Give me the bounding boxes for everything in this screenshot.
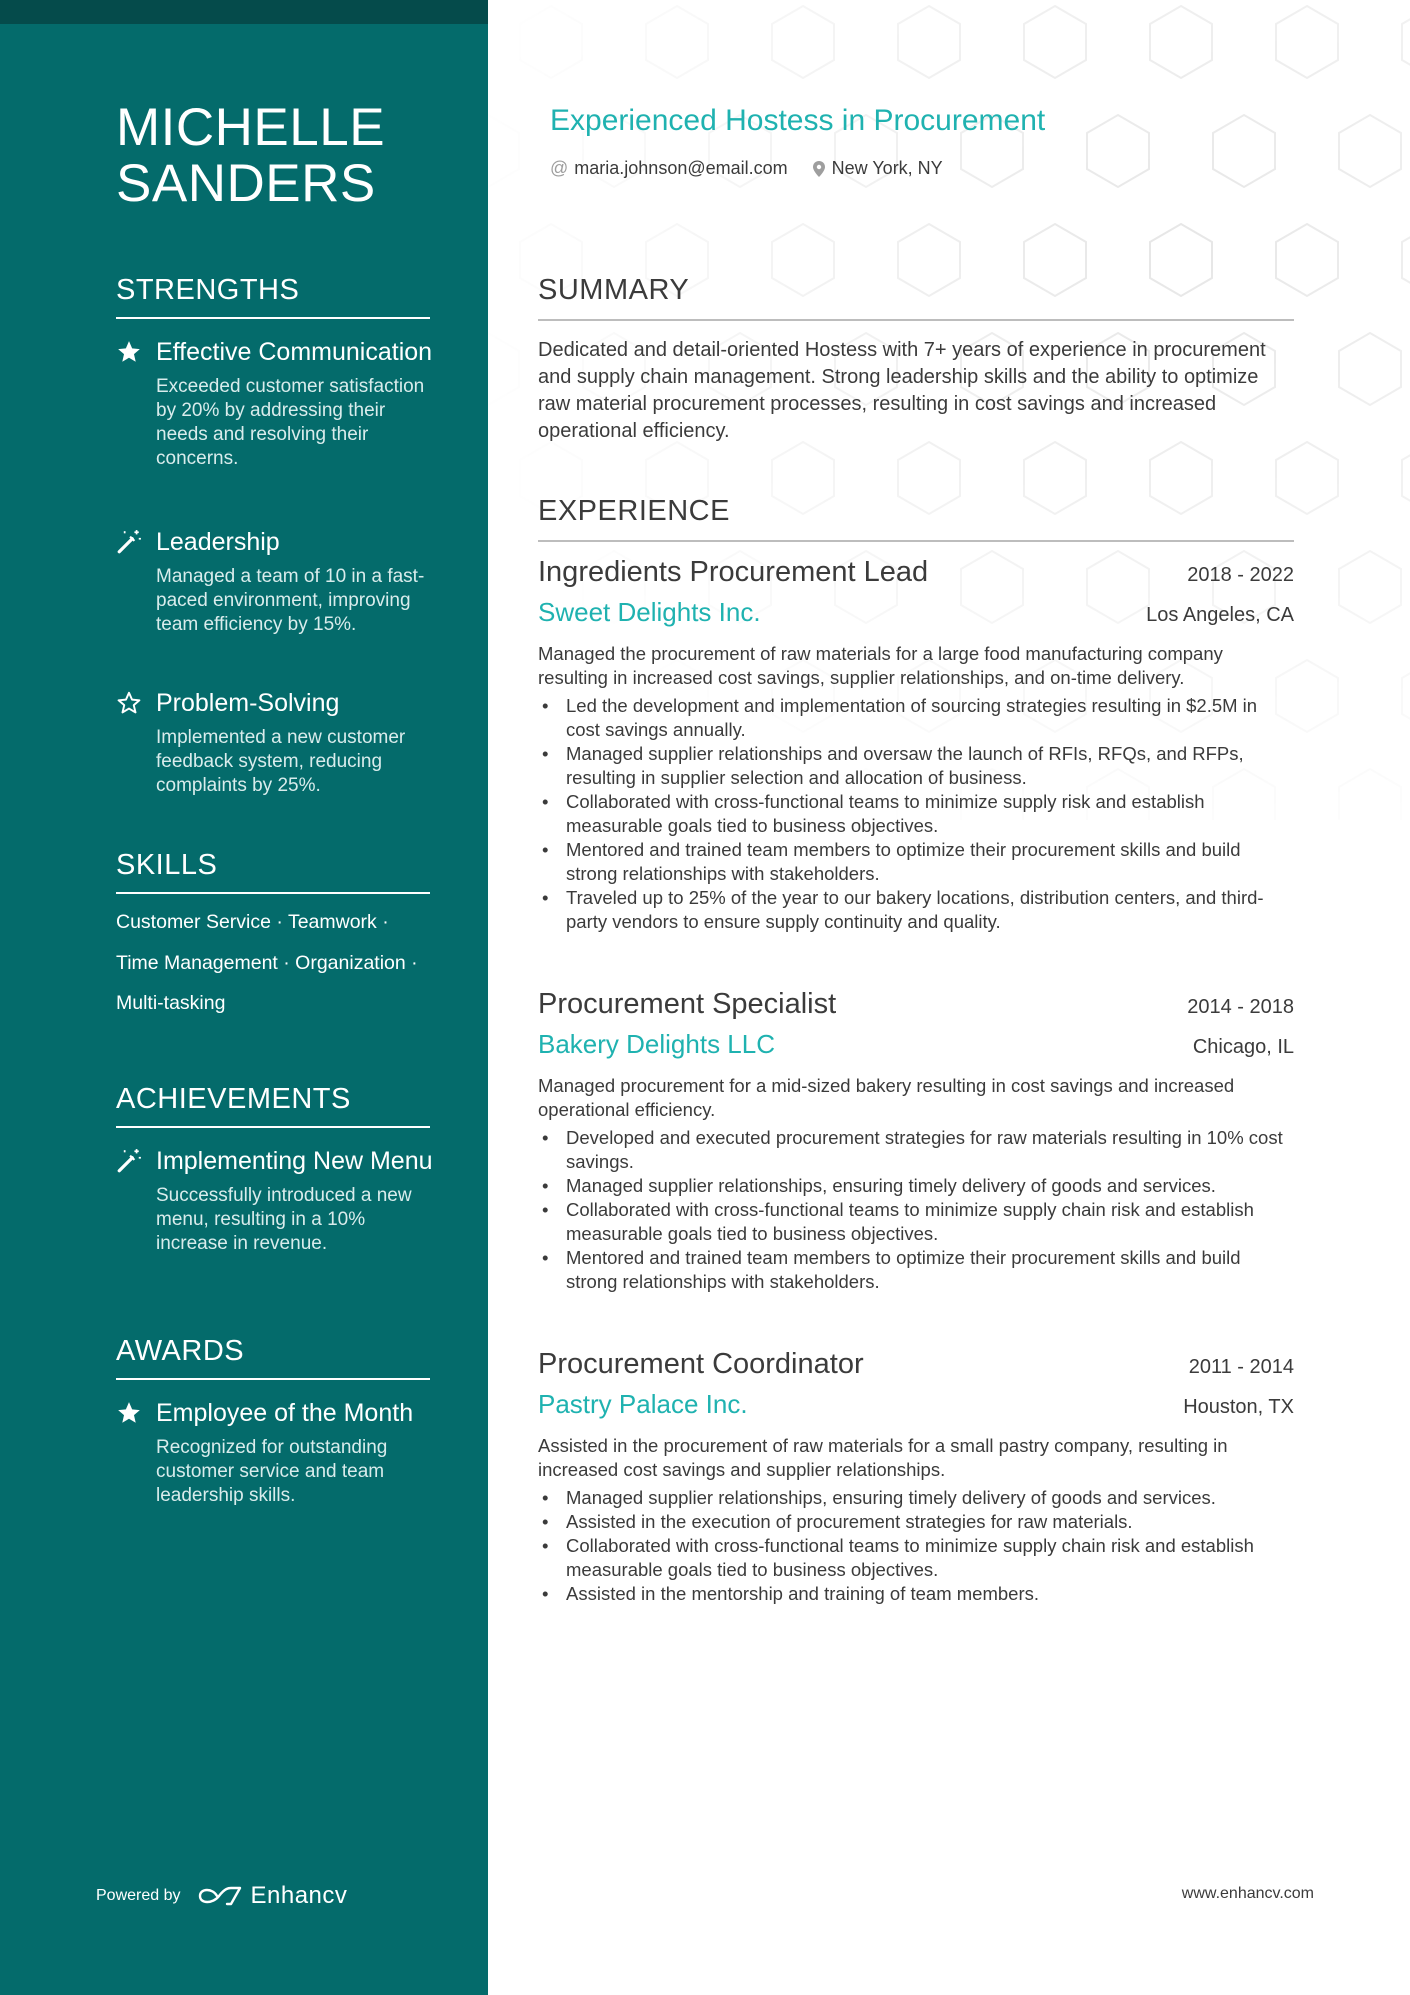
job-bullet: • Collaborated with cross-functional teams to minimize supply chain risk and establish measurable goals tied to business objectives. — [538, 1198, 1294, 1246]
enhancv-logo — [197, 1882, 348, 1910]
experience-item — [538, 1348, 1294, 1606]
summary-heading: SUMMARY — [538, 274, 1294, 321]
magic-wand-icon — [116, 529, 142, 555]
name-last: SANDERS — [116, 154, 376, 213]
job-bullet: • Mentored and trained team members to optimize their procurement skills and build strong relationships with stakeholders. — [538, 838, 1294, 886]
job-bullet: • Mentored and trained team members to optimize their procurement skills and build strong relationships with stakeholders. — [538, 1246, 1294, 1294]
award-item — [116, 1398, 436, 1508]
powered-by-label: Powered by — [96, 1887, 181, 1904]
award-title: Employee of the Month — [156, 1399, 414, 1427]
job-bullet: • Assisted in the mentorship and training of team members. — [538, 1582, 1294, 1606]
job-dates: 2018 - 2022 — [1187, 564, 1294, 586]
job-description: Managed procurement for a mid-sized bakery resulting in cost savings and increased operational efficiency. — [538, 1075, 1235, 1120]
job-company: Bakery Delights LLC — [538, 1029, 775, 1059]
job-location: Los Angeles, CA — [1146, 604, 1294, 626]
skills-line: Customer Service · Teamwork · — [116, 911, 389, 933]
job-company: Sweet Delights Inc. — [538, 597, 761, 627]
skills-line: Time Management · Organization · — [116, 952, 418, 974]
job-description: Managed the procurement of raw materials for a large food manufacturing company resulting in increased cost savings, supplier relationships, and on-time delivery. — [538, 643, 1223, 688]
job-bullet: • Collaborated with cross-functional teams to minimize supply chain risk and establish measurable goals tied to business objectives. — [538, 1534, 1294, 1582]
job-dates: 2014 - 2018 — [1187, 996, 1294, 1018]
experience-heading: EXPERIENCE — [538, 495, 1294, 542]
star-filled-icon — [116, 339, 142, 365]
headline: Experienced Hostess in Procurement — [550, 104, 1046, 137]
contact-info — [550, 158, 943, 179]
strength-item — [116, 527, 436, 637]
job-bullet: • Managed supplier relationships, ensuring timely delivery of goods and services. — [538, 1174, 1294, 1198]
strength-desc: Exceeded customer satisfaction by 20% by addressing their needs and resolving their concerns. — [156, 376, 425, 469]
achievements-heading: ACHIEVEMENTS — [116, 1083, 430, 1128]
skills-line: Multi-tasking — [116, 992, 226, 1014]
enhancv-logo-icon — [197, 1885, 243, 1907]
experience-item — [538, 988, 1294, 1294]
job-company: Pastry Palace Inc. — [538, 1389, 748, 1419]
at-icon: @ — [550, 158, 569, 178]
magic-wand-icon — [116, 1148, 142, 1174]
job-bullet: • Traveled up to 25% of the year to our bakery locations, distribution centers, and third-party vendors to ensure supply continuity and quality. — [538, 886, 1294, 934]
job-title: Procurement Coordinator — [538, 1348, 864, 1380]
job-bullet: • Assisted in the execution of procurement strategies for raw materials. — [538, 1510, 1294, 1534]
job-bullet: • Developed and executed procurement strategies for raw materials resulting in 10% cost savings. — [538, 1126, 1294, 1174]
job-location: Chicago, IL — [1192, 1036, 1294, 1058]
strength-title: Effective Communication — [156, 338, 433, 366]
name-first: MICHELLE — [116, 98, 386, 157]
job-bullets — [538, 694, 1294, 934]
summary-text: Dedicated and detail-oriented Hostess with 7+ years of experience in procurement and supply chain management. Strong leadership skills and the ability to optimize raw material procurement processes, resulting in cost savings and increased operational efficiency. — [538, 339, 1266, 442]
achievement-title: Implementing New Menu — [156, 1147, 433, 1175]
job-bullets — [538, 1486, 1294, 1606]
strength-title: Leadership — [156, 528, 280, 556]
job-title: Ingredients Procurement Lead — [538, 556, 929, 588]
skills-heading: SKILLS — [116, 849, 430, 894]
award-desc: Recognized for outstanding customer service and team leadership skills. — [156, 1437, 388, 1506]
job-bullets — [538, 1126, 1294, 1294]
job-location: Houston, TX — [1183, 1396, 1294, 1418]
job-bullet: • Managed supplier relationships and oversaw the launch of RFIs, RFQs, and RFPs, resulting in supplier selection and allocation of business. — [538, 742, 1294, 790]
location-text: New York, NY — [831, 158, 943, 178]
star-outline-icon — [116, 690, 142, 716]
location-pin-icon — [812, 160, 826, 178]
job-bullet: • Managed supplier relationships, ensuring timely delivery of goods and services. — [538, 1486, 1294, 1510]
job-title: Procurement Specialist — [538, 988, 837, 1020]
strengths-heading: STRENGTHS — [116, 274, 430, 319]
strength-item — [116, 337, 436, 471]
powered-by — [96, 1882, 347, 1910]
sidebar-top-bar — [0, 0, 488, 24]
strength-item — [116, 688, 436, 798]
achievement-item — [116, 1146, 436, 1256]
experience-item — [538, 556, 1294, 934]
job-bullet: • Led the development and implementation of sourcing strategies resulting in $2.5M in cost savings annually. — [538, 694, 1294, 742]
brand-name: Enhancv — [250, 1882, 348, 1909]
email-contact — [550, 158, 788, 179]
strength-desc: Implemented a new customer feedback system, reducing complaints by 25%. — [156, 727, 406, 796]
candidate-name — [116, 100, 456, 212]
sidebar — [0, 0, 488, 1995]
website-link[interactable]: www.enhancv.com — [1181, 1885, 1314, 1902]
awards-heading: AWARDS — [116, 1335, 430, 1380]
strength-title: Problem-Solving — [156, 689, 340, 717]
strength-desc: Managed a team of 10 in a fast-paced environment, improving team efficiency by 15%. — [156, 566, 425, 635]
star-filled-icon — [116, 1400, 142, 1426]
location-contact — [812, 158, 943, 179]
job-bullet: • Collaborated with cross-functional teams to minimize supply risk and establish measurable goals tied to business objectives. — [538, 790, 1294, 838]
job-dates: 2011 - 2014 — [1188, 1356, 1294, 1378]
achievement-desc: Successfully introduced a new menu, resulting in a 10% increase in revenue. — [156, 1185, 412, 1254]
email-text: maria.johnson@email.com — [574, 158, 788, 178]
job-description: Assisted in the procurement of raw materials for a small pastry company, resulting in increased cost savings and supplier relationships. — [538, 1435, 1228, 1480]
